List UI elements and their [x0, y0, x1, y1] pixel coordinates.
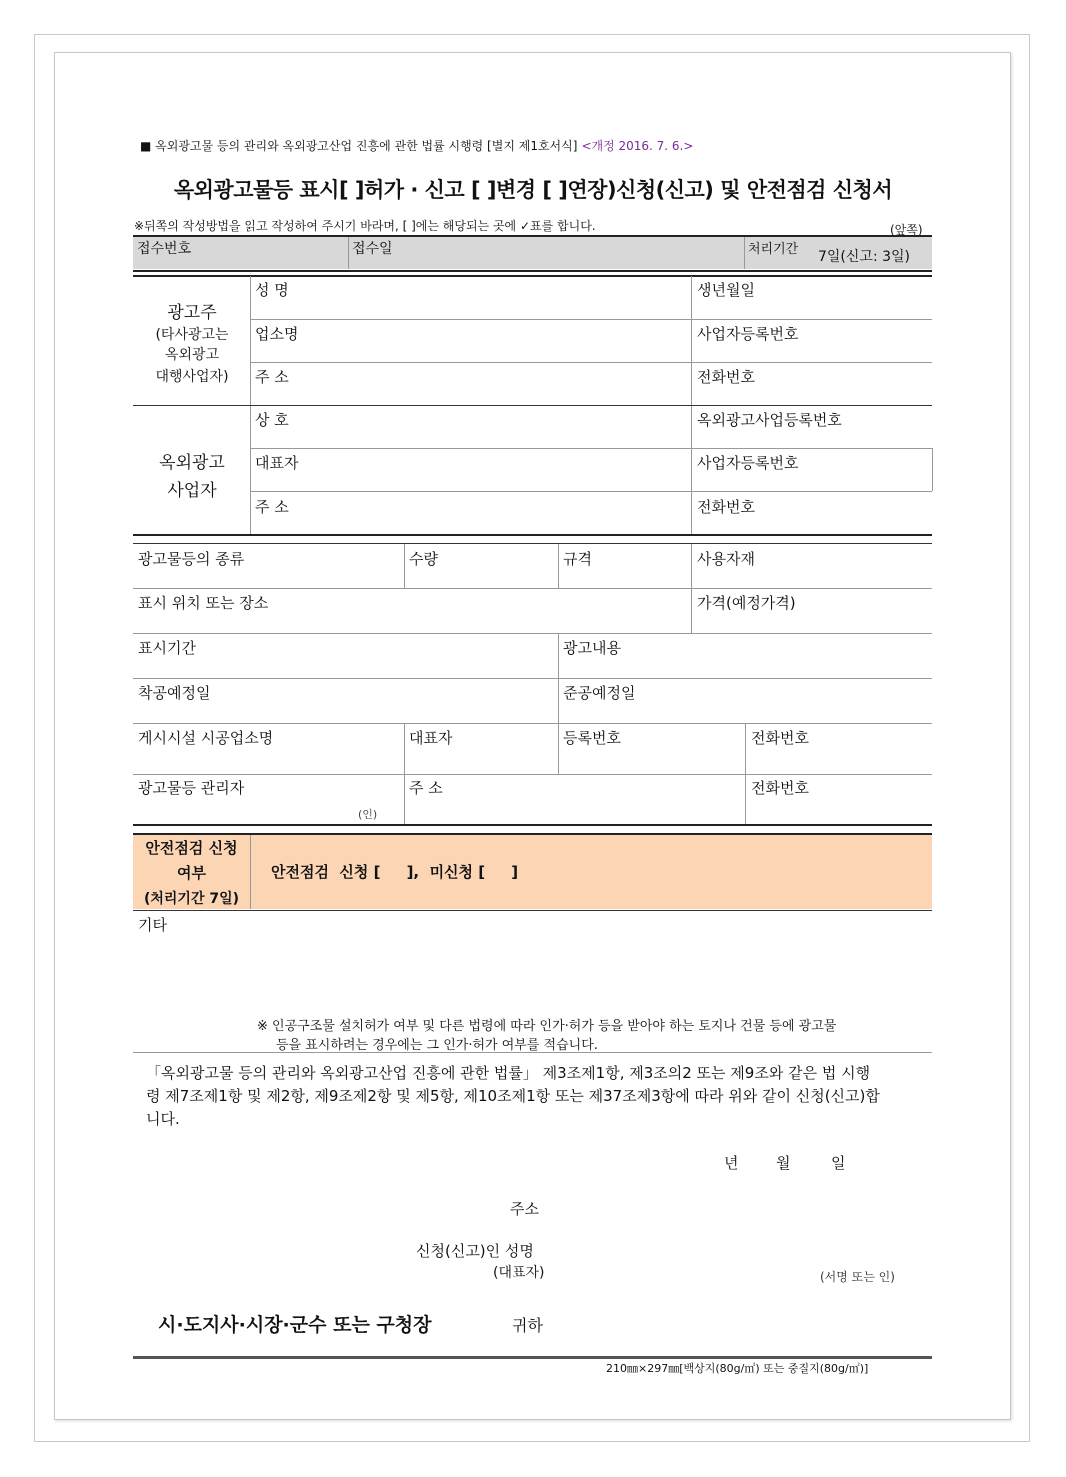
- advertiser-section-title: 광고주: [167, 303, 217, 323]
- receipt-number-label: 접수번호: [137, 241, 192, 257]
- year-label: 년: [724, 1154, 739, 1172]
- day-label: 일: [831, 1154, 846, 1172]
- seal-mark: (인): [358, 808, 378, 821]
- spec-field[interactable]: 규격: [563, 550, 592, 568]
- display-period-field[interactable]: 표시기간: [138, 639, 196, 657]
- safety-label-2: 여부: [177, 864, 206, 882]
- advertiser-business-name-field[interactable]: 업소명: [255, 325, 299, 343]
- representative-field[interactable]: 대표자: [255, 454, 299, 472]
- applicant-address-label[interactable]: 주소: [510, 1200, 539, 1218]
- det-h-2: [133, 633, 932, 634]
- det-h-3: [133, 678, 932, 679]
- safety-label-3: (처리기간 7일): [143, 891, 240, 907]
- ad-business-phone-field[interactable]: 전화번호: [697, 498, 755, 516]
- footer-line: [133, 1356, 932, 1359]
- price-field[interactable]: 가격(예정가격): [697, 594, 796, 612]
- safety-divider: [250, 835, 251, 909]
- ad-business-col-divider: [691, 406, 692, 534]
- ad-business-title-2: 사업자: [167, 481, 217, 501]
- advertiser-birth-field[interactable]: 생년월일: [697, 281, 755, 299]
- adv-row-line-2: [250, 362, 932, 363]
- recipient-name: 시·도지사·시장·군수 또는 구청장: [158, 1314, 432, 1336]
- month-label: 월: [776, 1154, 791, 1172]
- det-h-4: [133, 723, 932, 724]
- details-top-line: [133, 543, 932, 544]
- other-label: 기타: [138, 916, 167, 934]
- contractor-field[interactable]: 게시시설 시공업소명: [138, 729, 274, 747]
- paper-spec: 210㎜×297㎜[백상지(80g/㎡) 또는 중질지(80g/㎡)]: [606, 1362, 869, 1375]
- biz-row-line-1: [250, 448, 932, 449]
- ad-business-title-1: 옥외광고: [159, 453, 225, 473]
- trade-name-field[interactable]: 상 호: [255, 411, 289, 429]
- advertiser-name-field[interactable]: 성 명: [255, 281, 289, 299]
- det-v-2: [558, 544, 559, 588]
- legal-reference: [140, 137, 693, 154]
- material-field[interactable]: 사용자재: [697, 550, 755, 568]
- manager-address-field[interactable]: 주 소: [409, 779, 443, 797]
- statement-line-2: 령 제7조제1항 및 제2항, 제9조제2항 및 제5항, 제10조제1항 또는 제37조제3항에 따라 위와 같이 신청(신고)합: [146, 1087, 880, 1105]
- other-bottom-line: [133, 1052, 932, 1053]
- details-bottom-line: [133, 824, 932, 826]
- receipt-bottom-line: [133, 270, 932, 272]
- manager-field[interactable]: 광고물등 관리자: [138, 779, 245, 797]
- ad-business-biz-reg-field[interactable]: 사업자등록번호: [697, 454, 799, 472]
- other-note-line-1: ※ 인공구조물 설치허가 여부 및 다른 법령에 따라 인가·허가 등을 받아야 하는 토지나 건물 등에 광고물: [257, 1019, 837, 1034]
- biz-right-edge: [932, 448, 933, 491]
- biz-row-line-2: [250, 491, 932, 492]
- start-date-field[interactable]: 착공예정일: [138, 684, 211, 702]
- advertiser-phone-field[interactable]: 전화번호: [697, 368, 755, 386]
- safety-label-1: 안전점검 신청: [145, 839, 238, 857]
- safety-options[interactable]: 안전점검 신청 [ ], 미신청 [ ]: [271, 863, 519, 881]
- instruction-note: ※뒤쪽의 작성방법을 읽고 작성하여 주시기 바라며, [ ]에는 해당되는 곳에 ✓표를 합니다.: [134, 219, 596, 233]
- section-end-line: [133, 534, 932, 536]
- end-date-field[interactable]: 준공예정일: [563, 684, 636, 702]
- statement-line-3: 니다.: [146, 1110, 180, 1128]
- ad-business-address-field[interactable]: 주 소: [255, 498, 289, 516]
- ad-content-field[interactable]: 광고내용: [563, 639, 621, 657]
- quantity-field[interactable]: 수량: [409, 550, 438, 568]
- safety-row: [133, 835, 932, 909]
- other-note-line-2: 등을 표시하려는 경우에는 그 인가·허가 여부를 적습니다.: [276, 1038, 598, 1053]
- contractor-rep-field[interactable]: 대표자: [409, 729, 453, 747]
- applicant-name-label[interactable]: 신청(신고)인 성명: [416, 1242, 534, 1260]
- ad-biz-reg-field[interactable]: 옥외광고사업등록번호: [697, 411, 842, 429]
- det-h-5: [133, 774, 932, 775]
- det-v-6: [558, 724, 559, 774]
- receipt-divider-2: [744, 237, 745, 269]
- advertiser-biz-reg-field[interactable]: 사업자등록번호: [697, 325, 799, 343]
- advertiser-sub-3: 대행사업자): [155, 369, 229, 385]
- page-side-label: (앞쪽): [890, 223, 923, 237]
- receipt-row: [133, 237, 932, 269]
- processing-period-label: 처리기간: [748, 242, 799, 257]
- revision-date: <개정 2016. 7. 6.>: [581, 139, 694, 153]
- registration-number-field[interactable]: 등록번호: [563, 729, 621, 747]
- ad-business-top-line: [133, 405, 932, 406]
- adv-row-line-1: [250, 319, 932, 320]
- form-title: 옥외광고물등 표시[ ]허가 · 신고 [ ]변경 [ ]연장)신청(신고) 및 안전점검 신청서: [173, 178, 893, 202]
- ad-type-field[interactable]: 광고물등의 종류: [138, 550, 245, 568]
- receipt-date-label: 접수일: [352, 241, 393, 257]
- statement-line-1: 「옥외광고물 등의 관리와 옥외광고산업 진흥에 관한 법률」 제3조제1항, 제3조의2 또는 제9조와 같은 법 시행: [146, 1064, 871, 1082]
- advertiser-sub-2: 옥외광고: [164, 347, 220, 363]
- det-v-1: [404, 544, 405, 588]
- safety-bottom-line: [133, 910, 932, 911]
- receipt-divider-1: [348, 237, 349, 269]
- sign-or-seal-label: (서명 또는 인): [820, 1270, 895, 1284]
- legal-reference-text: ■ 옥외광고물 등의 관리와 옥외광고산업 진흥에 관한 법률 시행령 [별지 제1호서식]: [140, 139, 578, 153]
- advertiser-address-field[interactable]: 주 소: [255, 368, 289, 386]
- advertiser-sub-1: (타사광고는: [155, 327, 229, 343]
- advertiser-col-divider: [691, 276, 692, 405]
- manager-phone-field[interactable]: 전화번호: [751, 779, 809, 797]
- contractor-phone-field[interactable]: 전화번호: [751, 729, 809, 747]
- recipient-suffix: 귀하: [512, 1316, 543, 1335]
- advertiser-top-line: [133, 275, 932, 277]
- representative-label: (대표자): [493, 1265, 545, 1281]
- processing-period-value: 7일(신고: 3일): [818, 249, 911, 265]
- det-h-1: [133, 588, 932, 589]
- location-field[interactable]: 표시 위치 또는 장소: [138, 594, 269, 612]
